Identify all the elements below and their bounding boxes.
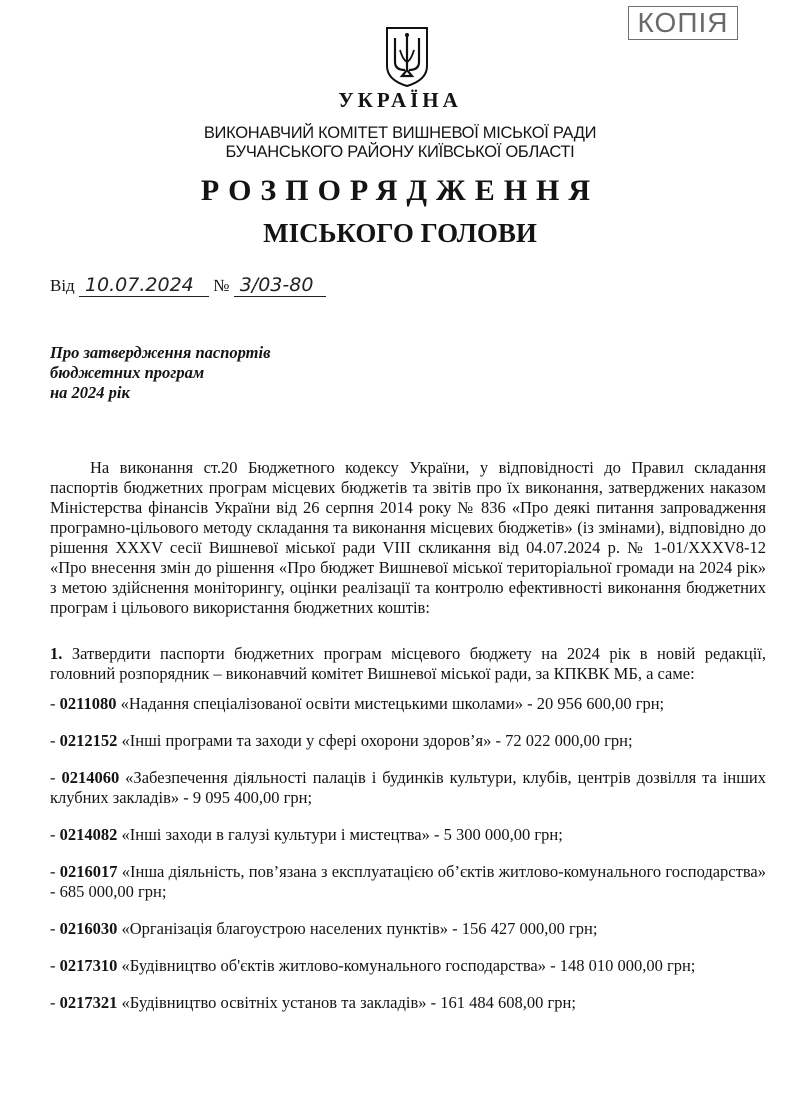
program-item: - 0217310 «Будівництво об'єктів житлово-комунального господарства» - 148 010 000,00 грн; [50, 956, 696, 975]
program-code: 0216030 [59, 919, 118, 938]
number-value: 3/03-80 [234, 274, 326, 297]
date-number-line [50, 274, 326, 297]
document-title: РОЗПОРЯДЖЕННЯ [200, 174, 600, 207]
program-code: 0211080 [59, 694, 117, 713]
document-body [50, 458, 766, 1013]
program-text: «Інша діяльність, пов’язана з експлуатацією об’єктів житлово-комунального господарства» - 685 000,00 грн; [50, 862, 766, 901]
document-subtitle: МІСЬКОГО ГОЛОВИ [263, 218, 537, 248]
program-text: «Інші заходи в галузі культури і мистецтва» - 5 300 000,00 грн; [121, 825, 563, 844]
subject-line2: бюджетних програм [50, 363, 205, 382]
program-item: - 0216017 «Інша діяльність, пов’язана з експлуатацією об’єктів житлово-комунального господарства» - 685 000,00 грн; [50, 862, 766, 901]
preamble-paragraph: На виконання ст.20 Бюджетного кодексу України, у відповідності до Правил складання паспортів бюджетних програм місцевих бюджетів та звітів про їх виконання, затверджених наказом Міністерства фінансів України від 26 серпня 2014 року № 836 «Про деякі питання запровадження програмно-цільового методу складання та виконання місцевих бюджетів» (із змінами), відповідно до рішення XXXV сесії Вишневої міської ради VIII скликання від 04.07.2024 р. № 1-01/XXXV8-12 «Про внесення змін до рішення «Про бюджет Вишневої міської територіальної громади на 2024 рік» з метою здійснення моніторингу, оцінки реалізації та контролю ефективності виконання бюджетних програм і цільового використання бюджетних коштів: [50, 458, 766, 617]
program-list [50, 694, 766, 1013]
country-name: УКРАЇНА [338, 88, 462, 112]
document-subject [50, 343, 270, 403]
number-label: № [213, 276, 230, 295]
program-code: 0214082 [59, 825, 118, 844]
program-text: «Організація благоустрою населених пунктів» - 156 427 000,00 грн; [121, 919, 598, 938]
program-item: - 0214060 «Забезпечення діяльності палаців і будинків культури, клубів, центрів дозвілля та інших клубних закладів» - 9 095 400,00 грн; [50, 768, 767, 807]
program-item: - 0217321 «Будівництво освітніх установ та закладів» - 161 484 608,00 грн; [50, 993, 576, 1012]
subject-line1: Про затвердження паспортів [50, 343, 271, 362]
program-code: 0217321 [59, 993, 118, 1012]
point-1-text: Затвердити паспорти бюджетних програм місцевого бюджету на 2024 рік в новій редакції, головний розпорядник – виконавчий комітет Вишневої міської ради, за КПКВК МБ, а саме: [50, 644, 767, 683]
program-code: 0212152 [59, 731, 118, 750]
trident-coat-of-arms-icon [383, 26, 431, 88]
date-label: Від [50, 276, 75, 295]
subject-line3: на 2024 рік [50, 383, 130, 402]
program-item: - 0216030 «Організація благоустрою населених пунктів» - 156 427 000,00 грн; [50, 919, 598, 938]
copy-stamp: КОПІЯ [628, 6, 738, 40]
program-text: «Забезпечення діяльності палаців і будинків культури, клубів, центрів дозвілля та інших клубних закладів» - 9 095 400,00 грн; [50, 768, 767, 807]
program-text: «Інші програми та заходи у сфері охорони здоров’я» - 72 022 000,00 грн; [121, 731, 633, 750]
program-code: 0214060 [61, 768, 120, 787]
point-1-number: 1. [50, 644, 63, 663]
program-text: «Будівництво об'єктів житлово-комунального господарства» - 148 010 000,00 грн; [121, 956, 696, 975]
program-text: «Надання спеціалізованої освіти мистецькими школами» - 20 956 600,00 грн; [120, 694, 665, 713]
program-code: 0217310 [59, 956, 118, 975]
program-item: - 0211080 «Надання спеціалізованої освіти мистецькими школами» - 20 956 600,00 грн; [50, 694, 665, 713]
point-1-paragraph [50, 644, 766, 684]
org-name-line2: БУЧАНСЬКОГО РАЙОНУ КИЇВСЬКОЇ ОБЛАСТІ [225, 143, 575, 161]
program-text: «Будівництво освітніх установ та закладів» - 161 484 608,00 грн; [121, 993, 576, 1012]
program-item: - 0214082 «Інші заходи в галузі культури і мистецтва» - 5 300 000,00 грн; [50, 825, 563, 844]
org-name-line1: ВИКОНАВЧИЙ КОМІТЕТ ВИШНЕВОЇ МІСЬКОЇ РАДИ [203, 124, 597, 142]
program-code: 0216017 [59, 862, 118, 881]
program-item: - 0212152 «Інші програми та заходи у сфері охорони здоров’я» - 72 022 000,00 грн; [50, 731, 633, 750]
date-value: 10.07.2024 [79, 274, 209, 297]
